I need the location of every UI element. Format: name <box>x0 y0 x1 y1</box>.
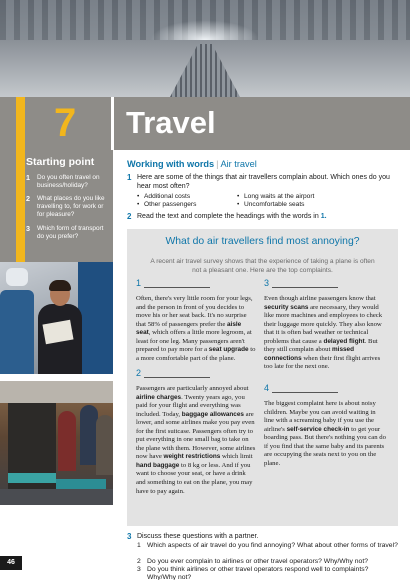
bullet-item: • Other passengers <box>144 201 196 209</box>
blank-line <box>272 392 338 393</box>
airport-walkway-photo <box>0 0 410 97</box>
key-term: security scans <box>264 303 309 311</box>
key-term: weight restrictions <box>163 453 221 461</box>
paragraph-text: to 8 kg or less. And if you want to choose your seat, or have a drink and something to eat on the plane, you may have to pay again. <box>136 461 253 495</box>
survey-section-1 <box>136 279 256 363</box>
key-term: aisle seat <box>136 320 242 337</box>
heading-blank <box>264 279 386 289</box>
sub-question-number: 2 <box>137 558 141 565</box>
traveller-figure <box>96 415 113 475</box>
sub-question-number: 3 <box>137 566 141 573</box>
paragraph-text: to get your boarding pass. But there's nothing you can do if you find that the same baby and its parents are occupying the seats next to you on the plane. <box>264 425 386 467</box>
paragraph-text: . But they still complain about <box>264 337 378 354</box>
survey-title: What do air travellers find most annoying? <box>165 236 360 247</box>
plane-seat <box>0 290 34 374</box>
sub-question-text: Do you ever complain to airlines or other travel operators? Why/Why not? <box>147 558 368 565</box>
section-separator: | <box>216 159 219 169</box>
paragraph-text: which limit <box>220 453 253 461</box>
survey-text-box <box>127 229 398 526</box>
plane-seat <box>78 262 113 374</box>
plane-window <box>6 268 28 286</box>
sub-question <box>137 542 399 550</box>
section-paragraph <box>136 385 256 496</box>
paragraph-text: when their first flight arrives too late for the next one. <box>264 354 381 371</box>
paragraph-text: Passengers are particularly annoyed about <box>136 385 249 392</box>
question-2 <box>127 213 399 222</box>
key-term: self-service check-in <box>286 425 350 433</box>
question-text: Discuss these questions with a partner. <box>137 533 259 540</box>
section-paragraph <box>136 295 256 363</box>
paragraph-text: . Twenty years ago, you paid for your flight and everything was included. Today, <box>136 393 245 418</box>
accent-stripe <box>16 150 25 262</box>
paragraph-text: Even though airline passengers know that <box>264 295 376 302</box>
sub-question-text: Which aspects of air travel do you find annoying? What about other forms of travel? <box>147 542 398 549</box>
section-subtitle: Air travel <box>220 159 257 169</box>
blank-line <box>272 287 338 288</box>
key-term: seat upgrade <box>208 346 249 354</box>
accent-stripe <box>16 97 25 150</box>
question-ref: 1. <box>320 213 327 220</box>
item-number: 2 <box>26 194 30 203</box>
key-term: delayed flight <box>323 337 365 345</box>
item-text: Do you often travel on business/holiday? <box>37 174 100 189</box>
section-paragraph <box>264 400 386 468</box>
item-text: Which form of transport do you prefer? <box>37 225 104 240</box>
question-1 <box>127 174 399 191</box>
question-text-body: Read the text and complete the headings with the words in <box>137 213 319 220</box>
traveller-figure <box>58 411 76 471</box>
survey-section-3 <box>264 279 386 372</box>
bullet-item: • Additional costs <box>144 193 190 201</box>
blank-number: 1 <box>136 278 142 288</box>
item-number: 3 <box>26 224 30 233</box>
scanner-frame <box>0 381 113 403</box>
paragraph-text: are lower, and some airlines make you pay even for the first suitcase. Passengers often try to put everything in one small bag to take on the plane with them. However, some airlines now have <box>136 410 256 461</box>
starting-point-item <box>26 195 112 219</box>
heading-blank <box>264 384 386 394</box>
heading-blank <box>136 279 256 289</box>
passenger-photo <box>0 262 113 374</box>
section-paragraph <box>264 295 386 372</box>
blank-number: 4 <box>264 383 270 393</box>
question-number: 2 <box>127 212 132 221</box>
paragraph-text: to a more comfortable part of the plane. <box>136 346 256 362</box>
sub-question <box>137 566 399 580</box>
question-3 <box>127 533 399 542</box>
blank-line <box>144 377 210 378</box>
security-tray <box>8 473 56 483</box>
question-number: 1 <box>127 173 132 182</box>
sub-question-text: Do you think airlines or other travel operators respond well to complaints? Why/Why not? <box>147 566 369 580</box>
item-text: What places do you like travelling to, for work or for pleasure? <box>37 195 105 218</box>
sub-question <box>137 558 399 566</box>
paragraph-text: , which offers a little more legroom, at least for one leg. Many passengers aren't prepared to pay more for a <box>136 329 252 354</box>
item-number: 1 <box>26 173 30 182</box>
blank-line <box>144 287 210 288</box>
key-term: baggage allowances <box>181 410 244 418</box>
blank-number: 3 <box>264 278 270 288</box>
unit-number: 7 <box>54 101 77 145</box>
paragraph-text: The biggest complaint here is about noisy children. Maybe you can avoid waiting in line with a screaming baby if you use the airline's <box>264 400 376 433</box>
starting-point-panel <box>0 150 113 262</box>
survey-intro: A recent air travel survey shows that the experience of taking a plane is often not a pleasant one. Here are the top complaints. <box>150 258 375 274</box>
paragraph-text: Often, there's very little room for your legs, and the person in front of you decides to move his or her seat back. It's no surprise that 58% of passengers prefer the <box>136 295 253 328</box>
blank-number: 2 <box>136 368 142 378</box>
starting-point-item <box>26 174 112 190</box>
question-text: Here are some of the things that air travellers complain about. Which ones do you hear most often? <box>137 174 390 190</box>
section-title: Working with words <box>127 159 215 169</box>
sub-question-number: 1 <box>137 542 141 549</box>
survey-section-4 <box>264 384 386 468</box>
band-divider <box>111 97 114 150</box>
starting-point-item <box>26 225 112 241</box>
conveyor-belt <box>0 489 113 505</box>
passenger-figure <box>38 282 82 374</box>
page-number: 46 <box>0 556 22 570</box>
bullet-item: • Long waits at the airport <box>244 193 314 201</box>
bullet-item: • Uncomfortable seats <box>244 201 304 209</box>
security-tray <box>56 479 106 489</box>
paragraph-text: are necessary, they would like more machines and employees to check their luggage more quickly. They also know that it is often bad weather or technical problems that cause a <box>264 303 383 345</box>
key-term: airline charges <box>136 393 182 401</box>
survey-section-2 <box>136 369 256 496</box>
question-number: 3 <box>127 532 132 541</box>
question-text <box>127 213 399 222</box>
heading-blank <box>136 369 256 379</box>
section-heading <box>127 159 257 169</box>
unit-title-band <box>0 97 410 150</box>
passenger-hair <box>49 280 71 291</box>
starting-point-heading: Starting point <box>26 156 95 168</box>
unit-title: Travel <box>126 105 216 140</box>
key-term: hand baggage <box>136 461 180 469</box>
key-term: missed connections <box>264 346 355 362</box>
security-check-photo <box>0 381 113 505</box>
